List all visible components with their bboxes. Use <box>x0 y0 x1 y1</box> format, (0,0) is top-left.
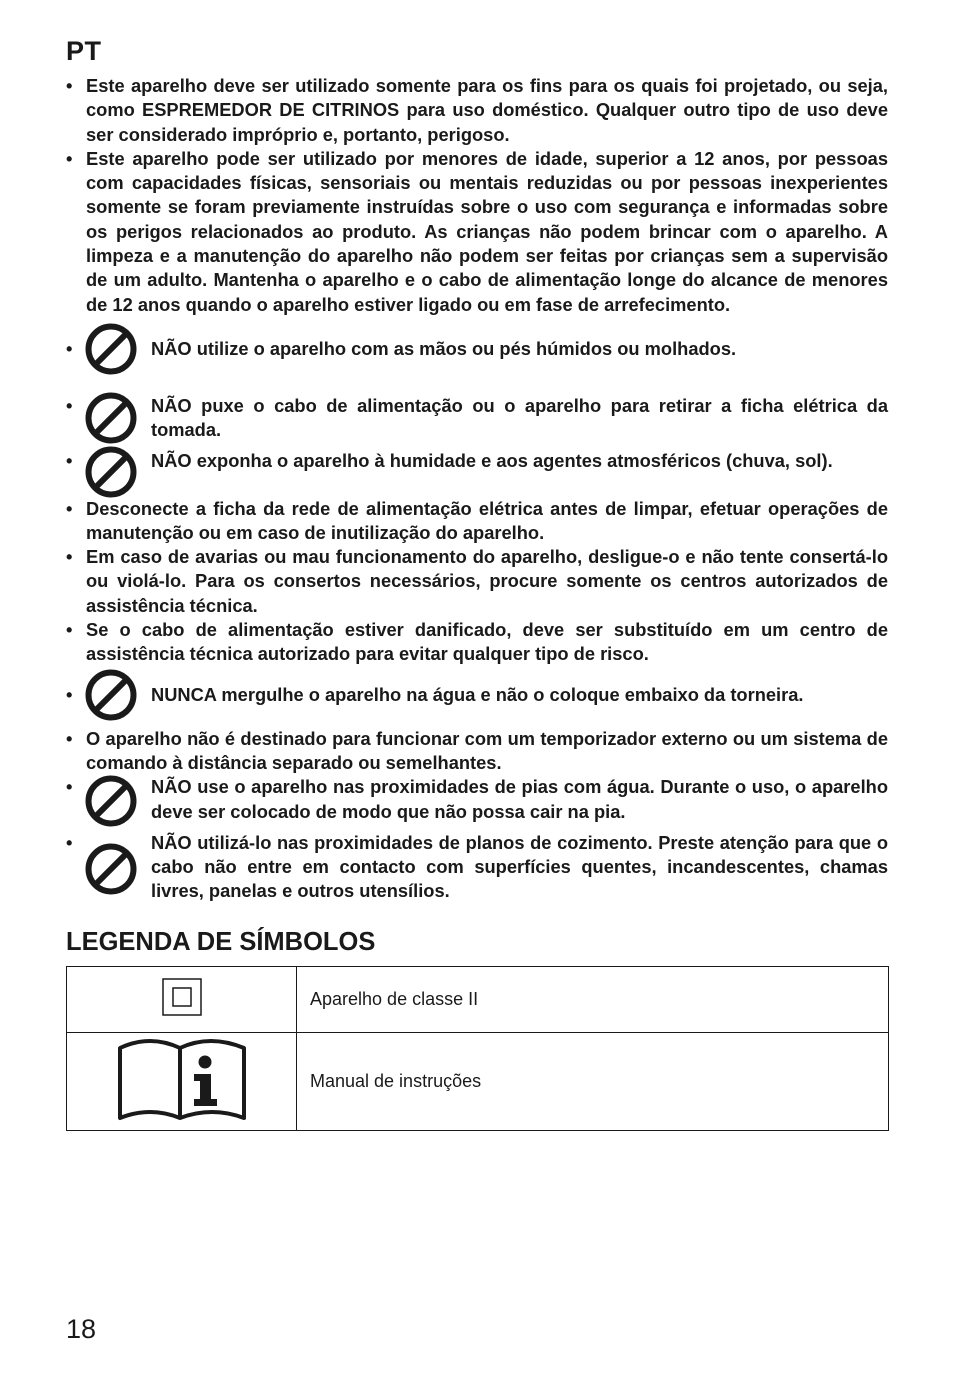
bullet: • <box>66 619 73 641</box>
language-code: PT <box>66 36 102 66</box>
item-text: Em caso de avarias ou mau funcionamento do aparelho, desligue-o e não tente consertá-lo ou violá-lo. Para os consertos necessários, procure somente os centros autorizados de assistência técnica. <box>86 546 888 616</box>
legend-title: LEGENDA DE SÍMBOLOS <box>66 928 376 956</box>
list-item <box>66 323 888 381</box>
item-text: NÃO utilize o aparelho com as mãos ou pés húmidos ou molhados. <box>151 337 737 359</box>
item-text: NÃO use o aparelho nas proximidades de pias com água. Durante o uso, o aparelho deve ser colocado de modo que não possa cair na pia. <box>151 776 888 822</box>
bullet: • <box>66 497 73 519</box>
bullet: • <box>66 147 73 169</box>
bullet: • <box>66 337 73 359</box>
item-text: Desconecte a ficha da rede de alimentação elétrica antes de limpar, efetuar operações de manutenção ou em caso de inutilização do aparelho. <box>86 497 888 543</box>
bullet: • <box>66 394 73 416</box>
table-row <box>67 967 889 1033</box>
bullet: • <box>66 776 73 798</box>
bullet: • <box>66 546 73 568</box>
item-text: NUNCA mergulhe o aparelho na água e não o coloque embaixo da torneira. <box>151 683 804 705</box>
list-item <box>66 618 888 667</box>
symbol-description: Manual de instruções <box>297 1033 889 1131</box>
prohibition-icon <box>85 775 137 827</box>
bullet: • <box>66 449 73 471</box>
item-text: NÃO exponha o aparelho à humidade e aos agentes atmosféricos (chuva, sol). <box>151 449 833 471</box>
bullet: • <box>66 683 73 705</box>
item-text: Este aparelho deve ser utilizado somente para os fins para os quais foi projetado, ou seja, como ESPREMEDOR DE CITRINOS para uso doméstico. Qualquer outro tipo de uso deve ser considerado impróprio e, portanto, perigoso. <box>86 75 888 145</box>
list-item <box>66 497 888 546</box>
safety-instructions <box>66 74 888 904</box>
list-item <box>66 831 888 904</box>
class-ii-double-square-icon <box>162 978 202 1021</box>
list-item <box>66 727 888 776</box>
symbol-description: Aparelho de classe II <box>297 967 889 1033</box>
bullet: • <box>66 75 73 96</box>
bullet: • <box>66 831 73 853</box>
page-number: 18 <box>66 1314 97 1344</box>
list-item <box>66 147 888 317</box>
list-item <box>66 74 888 147</box>
symbol-legend-table <box>66 966 889 1131</box>
list-item <box>66 394 888 443</box>
list-item <box>66 669 888 721</box>
symbol-cell <box>67 967 297 1033</box>
table-row <box>67 1033 889 1131</box>
list-item <box>66 449 888 497</box>
item-text: Se o cabo de alimentação estiver danificado, deve ser substituído em um centro de assistência técnica autorizado para evitar qualquer tipo de risco. <box>86 619 888 665</box>
item-text: NÃO puxe o cabo de alimentação ou o aparelho para retirar a ficha elétrica da tomada. <box>151 394 888 441</box>
prohibition-icon <box>85 669 137 721</box>
instruction-manual-icon <box>116 1036 248 1127</box>
prohibition-icon <box>85 843 137 895</box>
item-text: Este aparelho pode ser utilizado por menores de idade, superior a 12 anos, por pessoas com capacidades físicas, sensoriais ou mentais reduzidas ou por pessoas inexperientes somente se foram previamente instruídas sobre o uso com segurança e informadas sobre os perigos relacionados ao produto. As crianças não podem brincar com o aparelho. A limpeza e a manutenção do aparelho não podem ser feitas por crianças sem a supervisão de um adulto. Mantenha o aparelho e o cabo de alimentação longe do alcance de menores de 12 anos quando o aparelho estiver ligado ou em fase de arrefecimento. <box>86 147 888 315</box>
item-text: O aparelho não é destinado para funcionar com um temporizador externo ou um sistema de comando à distância separado ou semelhantes. <box>86 727 888 773</box>
prohibition-icon <box>85 446 137 498</box>
symbol-cell <box>67 1033 297 1131</box>
prohibition-icon <box>85 392 137 444</box>
bullet: • <box>66 727 73 749</box>
prohibition-icon <box>85 323 137 375</box>
list-item <box>66 775 888 824</box>
item-text: NÃO utilizá-lo nas proximidades de planos de cozimento. Preste atenção para que o cabo não entre em contacto com superfícies quentes, incandescentes, chamas livres, panelas e outros utensílios. <box>151 831 888 902</box>
list-item <box>66 545 888 618</box>
